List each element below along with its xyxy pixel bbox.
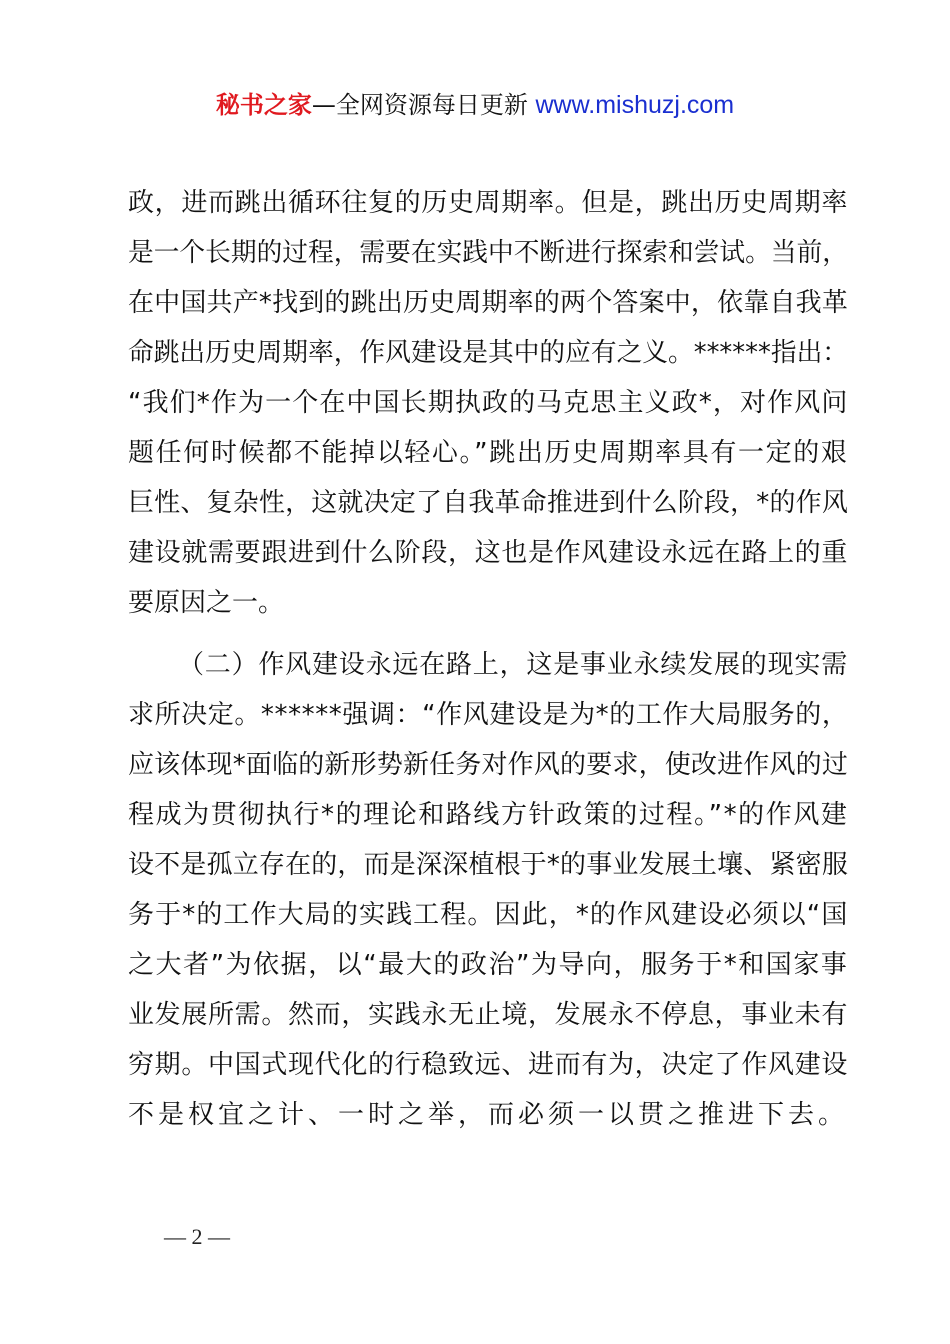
- section-heading-line: （二）作风建设永远在路上，这是事业永续发展的现实需: [178, 650, 849, 680]
- text-line: 在中国共产*找到的跳出历史周期率的两个答案中，依靠自我革: [128, 288, 849, 318]
- text-line: 业发展所需。然而，实践永无止境，发展永不停息，事业未有: [128, 1000, 849, 1030]
- text-line: 不是权宜之计、一时之举，而必须一以贯之推进下去。: [128, 1100, 849, 1130]
- text-line: 之大者”为依据，以“最大的政治”为导向，服务于*和国家事: [128, 950, 849, 980]
- page-header: [0, 88, 950, 122]
- page-number: — 2 —: [164, 1224, 230, 1249]
- text-line: 要原因之一。: [128, 588, 285, 618]
- text-line: 务于*的工作大局的实践工程。因此，*的作风建设必须以“国: [128, 900, 849, 930]
- text-line: 题任何时候都不能掉以轻心。”跳出历史周期率具有一定的艰: [128, 438, 849, 468]
- text-line: 命跳出历史周期率，作风建设是其中的应有之义。******指出：: [128, 338, 849, 368]
- text-line: 政，进而跳出循环往复的历史周期率。但是，跳出历史周期率: [128, 188, 849, 218]
- text-line: 应该体现*面临的新形势新任务对作风的要求，使改进作风的过: [128, 750, 849, 780]
- text-line: 建设就需要跟进到什么阶段，这也是作风建设永远在路上的重: [128, 538, 849, 568]
- text-line: 巨性、复杂性，这就决定了自我革命推进到什么阶段，*的作风: [128, 488, 849, 518]
- text-line: 是一个长期的过程，需要在实践中不断进行探索和尝试。当前，: [128, 238, 849, 268]
- site-tagline: —全网资源每日更新: [311, 91, 536, 119]
- site-url-link[interactable]: www.mishuzj.com: [535, 91, 735, 119]
- text-line: 求所决定。******强调：“作风建设是为*的工作大局服务的，: [128, 700, 849, 730]
- text-line: 程成为贯彻执行*的理论和路线方针政策的过程。”*的作风建: [128, 800, 849, 830]
- site-brand: 秘书之家: [215, 91, 312, 119]
- text-line: “我们*作为一个在中国长期执政的马克思主义政*，对作风问: [128, 388, 849, 418]
- text-line: 穷期。中国式现代化的行稳致远、进而有为，决定了作风建设: [128, 1050, 849, 1080]
- text-line: 设不是孤立存在的，而是深深植根于*的事业发展土壤、紧密服: [128, 850, 849, 880]
